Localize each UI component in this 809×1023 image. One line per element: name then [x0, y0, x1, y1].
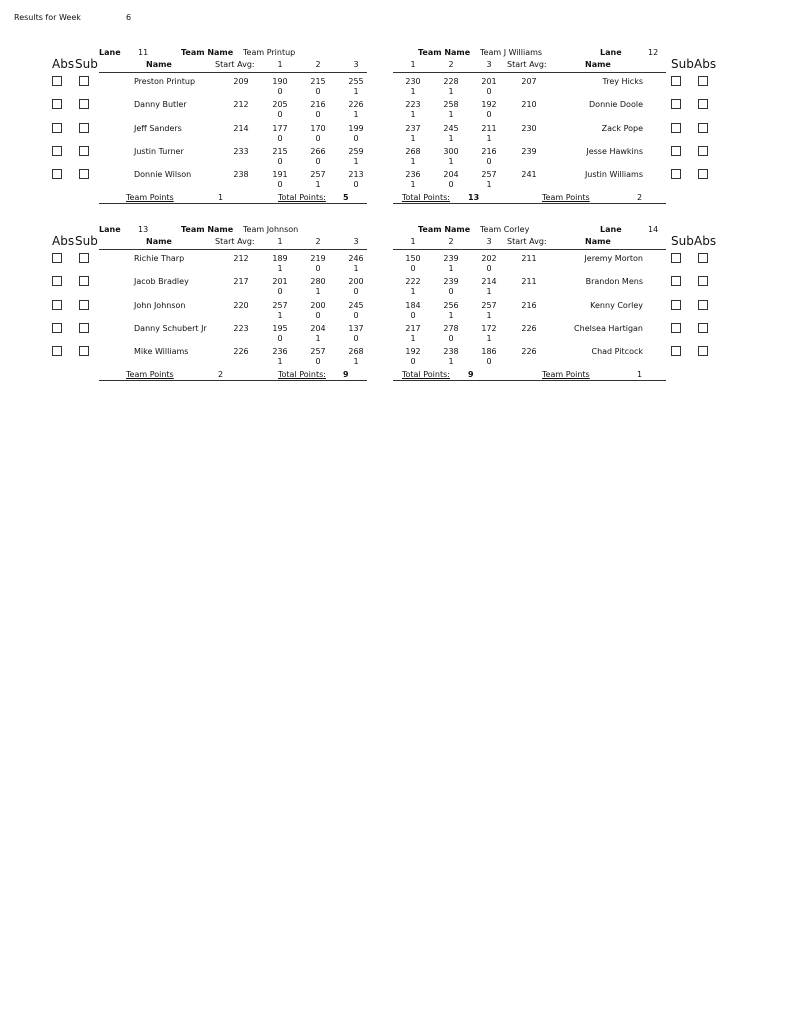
lane-label: Lane	[600, 48, 622, 57]
sub-checkbox[interactable]	[79, 346, 89, 356]
game-point: 0	[315, 133, 321, 143]
game-point: 1	[353, 87, 359, 96]
game-point: 1	[410, 156, 416, 166]
start-avg: 226	[521, 323, 537, 333]
game-point: 1	[486, 180, 492, 190]
game-score: 257	[310, 170, 326, 180]
game-point: 0	[486, 110, 492, 120]
game-point: 0	[486, 264, 492, 273]
game-point: 1	[410, 87, 416, 96]
abs-checkbox[interactable]	[698, 346, 708, 356]
player-name: Preston Printup	[134, 77, 196, 86]
game-point: 0	[277, 287, 283, 297]
player-name: Jesse Hawkins	[586, 146, 643, 156]
game-point: 0	[277, 110, 283, 120]
abs-checkbox[interactable]	[698, 169, 708, 179]
team-name-label: Team Name	[181, 48, 234, 57]
game-1-header: 1	[410, 237, 416, 246]
game-score: 226	[348, 100, 364, 110]
game-score: 170	[310, 123, 326, 133]
player-name: Brandon Mens	[585, 277, 643, 287]
abs-checkbox[interactable]	[52, 300, 62, 310]
start-avg-header: Start Avg:	[215, 237, 255, 246]
game-score: 204	[443, 170, 459, 180]
abs-checkbox[interactable]	[698, 123, 708, 133]
sub-checkbox[interactable]	[671, 146, 681, 156]
page-title: Results for Week	[14, 13, 81, 22]
player-name: Kenny Corley	[590, 300, 643, 310]
player-name: Jacob Bradley	[134, 277, 189, 287]
player-name: Justin Turner	[134, 146, 184, 156]
start-avg: 212	[233, 254, 249, 263]
game-point: 0	[448, 287, 454, 297]
game-point: 1	[353, 156, 359, 166]
player-name: Justin Williams	[584, 170, 643, 180]
game-score: 239	[443, 254, 459, 263]
game-point: 1	[448, 156, 454, 166]
game-point: 0	[315, 357, 321, 367]
total-points-label: Total Points:	[402, 193, 450, 202]
game-3-header: 3	[486, 60, 492, 69]
game-1-header: 1	[277, 237, 283, 246]
game-score: 300	[443, 146, 459, 156]
game-point: 0	[277, 87, 283, 96]
abs-checkbox[interactable]	[698, 300, 708, 310]
game-1-header: 1	[410, 60, 416, 69]
game-score: 222	[405, 277, 421, 287]
team-points-label: Team Points	[542, 370, 590, 379]
game-score: 280	[310, 277, 326, 287]
game-score: 215	[310, 77, 326, 86]
game-score: 216	[481, 146, 497, 156]
game-point: 0	[315, 264, 321, 273]
game-2-header: 2	[315, 237, 321, 246]
game-score: 184	[405, 300, 421, 310]
lane-number: 12	[648, 48, 659, 57]
team-name: Team Corley	[480, 225, 530, 234]
game-score: 258	[443, 100, 459, 110]
game-point: 1	[486, 133, 492, 143]
team-name: Team J Williams	[480, 48, 543, 57]
sub-checkbox[interactable]	[79, 123, 89, 133]
header-rule	[99, 249, 367, 250]
start-avg-header: Start Avg:	[215, 60, 255, 69]
team-points-value: 2	[218, 370, 224, 379]
game-score: 236	[405, 170, 421, 180]
sub-checkbox[interactable]	[671, 76, 681, 86]
game-point: 1	[486, 333, 492, 343]
game-point: 1	[277, 264, 283, 273]
sub-checkbox[interactable]	[671, 253, 681, 263]
start-avg: 211	[521, 254, 537, 263]
game-point: 1	[448, 87, 454, 96]
sub-checkbox[interactable]	[79, 276, 89, 286]
game-point: 1	[410, 110, 416, 120]
team-points-label: Team Points	[126, 193, 174, 202]
header-rule	[393, 249, 666, 250]
start-avg: 207	[521, 77, 537, 86]
game-point: 1	[448, 357, 454, 367]
game-score: 236	[272, 347, 288, 357]
game-score: 246	[348, 254, 364, 263]
start-avg: 220	[233, 300, 249, 310]
abs-checkbox[interactable]	[52, 146, 62, 156]
team-name-label: Team Name	[181, 225, 234, 234]
team-points-label: Team Points	[542, 193, 590, 202]
sub-header: Sub	[75, 234, 98, 248]
player-name: Chelsea Hartigan	[574, 323, 643, 333]
total-points-value: 5	[343, 193, 349, 202]
abs-checkbox[interactable]	[698, 76, 708, 86]
sub-header: Sub	[671, 57, 694, 71]
player-name: Jeff Sanders	[134, 123, 182, 133]
sub-header: Sub	[75, 57, 98, 71]
abs-checkbox[interactable]	[52, 169, 62, 179]
game-point: 0	[486, 156, 492, 166]
game-point: 1	[315, 180, 321, 190]
name-header: Name	[146, 60, 172, 69]
abs-checkbox[interactable]	[52, 123, 62, 133]
game-score: 256	[443, 300, 459, 310]
lane-number: 11	[138, 48, 149, 57]
game-score: 189	[272, 254, 288, 263]
start-avg: 233	[233, 146, 249, 156]
start-avg: 226	[521, 347, 537, 357]
game-point: 0	[277, 156, 283, 166]
game-score: 172	[481, 323, 497, 333]
game-score: 266	[310, 146, 326, 156]
name-header: Name	[585, 60, 611, 69]
game-point: 1	[410, 180, 416, 190]
sub-checkbox[interactable]	[79, 76, 89, 86]
player-name: Richie Tharp	[134, 254, 185, 263]
game-score: 239	[443, 277, 459, 287]
game-score: 237	[405, 123, 421, 133]
start-avg: 210	[521, 100, 537, 110]
start-avg: 230	[521, 123, 537, 133]
total-points-value: 13	[468, 193, 480, 202]
start-avg-header: Start Avg:	[507, 237, 547, 246]
game-point: 1	[448, 110, 454, 120]
abs-checkbox[interactable]	[52, 99, 62, 109]
header-rule	[99, 72, 367, 73]
game-score: 217	[405, 323, 421, 333]
game-3-header: 3	[486, 237, 492, 246]
start-avg: 226	[233, 347, 249, 357]
game-point: 0	[353, 287, 359, 297]
start-avg: 216	[521, 300, 537, 310]
game-point: 0	[315, 87, 321, 96]
game-score: 202	[481, 254, 497, 263]
footer-rule	[393, 380, 666, 381]
player-name: Mike Williams	[134, 347, 189, 357]
game-point: 1	[315, 287, 321, 297]
game-score: 257	[272, 300, 288, 310]
game-score: 201	[272, 277, 288, 287]
sub-checkbox[interactable]	[79, 300, 89, 310]
game-2-header: 2	[315, 60, 321, 69]
sub-checkbox[interactable]	[79, 99, 89, 109]
lane-label: Lane	[600, 225, 622, 234]
game-point: 0	[353, 333, 359, 343]
game-score: 190	[272, 77, 288, 86]
sub-checkbox[interactable]	[79, 253, 89, 263]
team-points-label: Team Points	[126, 370, 174, 379]
game-point: 0	[486, 87, 492, 96]
game-score: 195	[272, 323, 288, 333]
sub-checkbox[interactable]	[79, 146, 89, 156]
game-2-header: 2	[448, 237, 454, 246]
team-name: Team Johnson	[243, 225, 299, 234]
total-points-value: 9	[468, 370, 474, 379]
game-point: 0	[410, 357, 416, 367]
abs-checkbox[interactable]	[698, 99, 708, 109]
team-name-label: Team Name	[418, 225, 471, 234]
game-point: 1	[448, 133, 454, 143]
start-avg: 217	[233, 277, 249, 287]
lane-number: 13	[138, 225, 149, 234]
player-name: Trey Hicks	[602, 77, 643, 86]
start-avg: 212	[233, 100, 249, 110]
sub-checkbox[interactable]	[671, 323, 681, 333]
name-header: Name	[585, 237, 611, 246]
game-point: 0	[353, 310, 359, 320]
team-points-value: 1	[218, 193, 224, 202]
game-point: 0	[315, 310, 321, 320]
game-point: 0	[353, 133, 359, 143]
abs-checkbox[interactable]	[52, 323, 62, 333]
game-score: 200	[348, 277, 364, 287]
game-point: 1	[353, 357, 359, 367]
player-name: Donnie Wilson	[134, 170, 192, 180]
player-name: Danny Schubert Jr	[134, 323, 207, 333]
sub-checkbox[interactable]	[671, 300, 681, 310]
game-2-header: 2	[448, 60, 454, 69]
game-score: 215	[272, 146, 288, 156]
game-point: 0	[448, 333, 454, 343]
game-score: 191	[272, 170, 288, 180]
game-point: 0	[315, 110, 321, 120]
sub-checkbox[interactable]	[671, 276, 681, 286]
game-score: 255	[348, 77, 364, 86]
game-score: 199	[348, 123, 364, 133]
game-point: 0	[277, 333, 283, 343]
abs-checkbox[interactable]	[698, 146, 708, 156]
game-point: 0	[277, 180, 283, 190]
total-points-label: Total Points:	[278, 370, 326, 379]
game-score: 204	[310, 323, 326, 333]
game-score: 219	[310, 254, 326, 263]
game-score: 205	[272, 100, 288, 110]
player-name: Donnie Doole	[589, 100, 643, 110]
team-name-label: Team Name	[418, 48, 471, 57]
game-score: 257	[481, 300, 497, 310]
game-point: 1	[448, 310, 454, 320]
game-point: 1	[410, 287, 416, 297]
abs-checkbox[interactable]	[698, 276, 708, 286]
lane-number: 14	[648, 225, 659, 234]
game-score: 201	[481, 77, 497, 86]
game-point: 1	[448, 264, 454, 273]
team-points-value: 1	[637, 370, 643, 379]
game-score: 228	[443, 77, 459, 86]
abs-checkbox[interactable]	[52, 253, 62, 263]
game-score: 192	[481, 100, 497, 110]
player-name: Chad Pitcock	[591, 347, 643, 357]
game-point: 1	[353, 110, 359, 120]
game-score: 245	[443, 123, 459, 133]
start-avg: 241	[521, 170, 537, 180]
game-score: 214	[481, 277, 497, 287]
player-name: Danny Butler	[134, 100, 187, 110]
game-1-header: 1	[277, 60, 283, 69]
game-score: 230	[405, 77, 421, 86]
game-score: 177	[272, 123, 288, 133]
game-score: 257	[481, 170, 497, 180]
week-number: 6	[126, 13, 132, 22]
abs-header: Abs	[52, 234, 75, 248]
game-point: 1	[277, 310, 283, 320]
sub-checkbox[interactable]	[671, 99, 681, 109]
abs-checkbox[interactable]	[52, 276, 62, 286]
game-point: 1	[277, 357, 283, 367]
game-point: 0	[486, 357, 492, 367]
player-name: John Johnson	[134, 300, 186, 310]
total-points-value: 9	[343, 370, 349, 379]
player-name: Jeremy Morton	[584, 254, 643, 263]
game-point: 1	[410, 133, 416, 143]
abs-header: Abs	[694, 234, 717, 248]
lane-label: Lane	[99, 225, 121, 234]
game-score: 192	[405, 347, 421, 357]
game-point: 0	[448, 180, 454, 190]
start-avg: 211	[521, 277, 537, 287]
game-score: 186	[481, 347, 497, 357]
game-point: 0	[315, 156, 321, 166]
game-point: 1	[486, 310, 492, 320]
sub-checkbox[interactable]	[671, 169, 681, 179]
game-score: 238	[443, 347, 459, 357]
sub-checkbox[interactable]	[671, 346, 681, 356]
abs-checkbox[interactable]	[52, 346, 62, 356]
game-point: 0	[277, 133, 283, 143]
total-points-label: Total Points:	[278, 193, 326, 202]
sub-header: Sub	[671, 234, 694, 248]
abs-checkbox[interactable]	[698, 253, 708, 263]
game-score: 257	[310, 347, 326, 357]
game-point: 0	[410, 310, 416, 320]
player-name: Zack Pope	[601, 123, 643, 133]
team-points-value: 2	[637, 193, 643, 202]
game-point: 0	[410, 264, 416, 273]
start-avg-header: Start Avg:	[507, 60, 547, 69]
abs-checkbox[interactable]	[52, 76, 62, 86]
lane-label: Lane	[99, 48, 121, 57]
start-avg: 238	[233, 170, 249, 180]
total-points-label: Total Points:	[402, 370, 450, 379]
game-point: 1	[486, 287, 492, 297]
game-score: 268	[405, 146, 421, 156]
start-avg: 214	[233, 123, 249, 133]
start-avg: 223	[233, 323, 249, 333]
header-rule	[393, 72, 666, 73]
start-avg: 239	[521, 146, 537, 156]
game-point: 0	[353, 180, 359, 190]
game-score: 245	[348, 300, 364, 310]
footer-rule	[99, 203, 367, 204]
abs-header: Abs	[694, 57, 717, 71]
game-score: 216	[310, 100, 326, 110]
name-header: Name	[146, 237, 172, 246]
game-point: 1	[410, 333, 416, 343]
game-score: 200	[310, 300, 326, 310]
abs-checkbox[interactable]	[698, 323, 708, 333]
sub-checkbox[interactable]	[671, 123, 681, 133]
game-point: 1	[315, 333, 321, 343]
game-3-header: 3	[353, 237, 359, 246]
start-avg: 209	[233, 77, 249, 86]
footer-rule	[99, 380, 367, 381]
game-score: 150	[405, 254, 421, 263]
game-score: 137	[348, 323, 364, 333]
game-point: 1	[353, 264, 359, 273]
game-score: 223	[405, 100, 421, 110]
abs-header: Abs	[52, 57, 75, 71]
game-3-header: 3	[353, 60, 359, 69]
game-score: 211	[481, 123, 497, 133]
sub-checkbox[interactable]	[79, 323, 89, 333]
sub-checkbox[interactable]	[79, 169, 89, 179]
team-name: Team Printup	[243, 48, 296, 57]
game-score: 268	[348, 347, 364, 357]
game-score: 278	[443, 323, 459, 333]
game-score: 259	[348, 146, 364, 156]
game-score: 213	[348, 170, 364, 180]
footer-rule	[393, 203, 666, 204]
